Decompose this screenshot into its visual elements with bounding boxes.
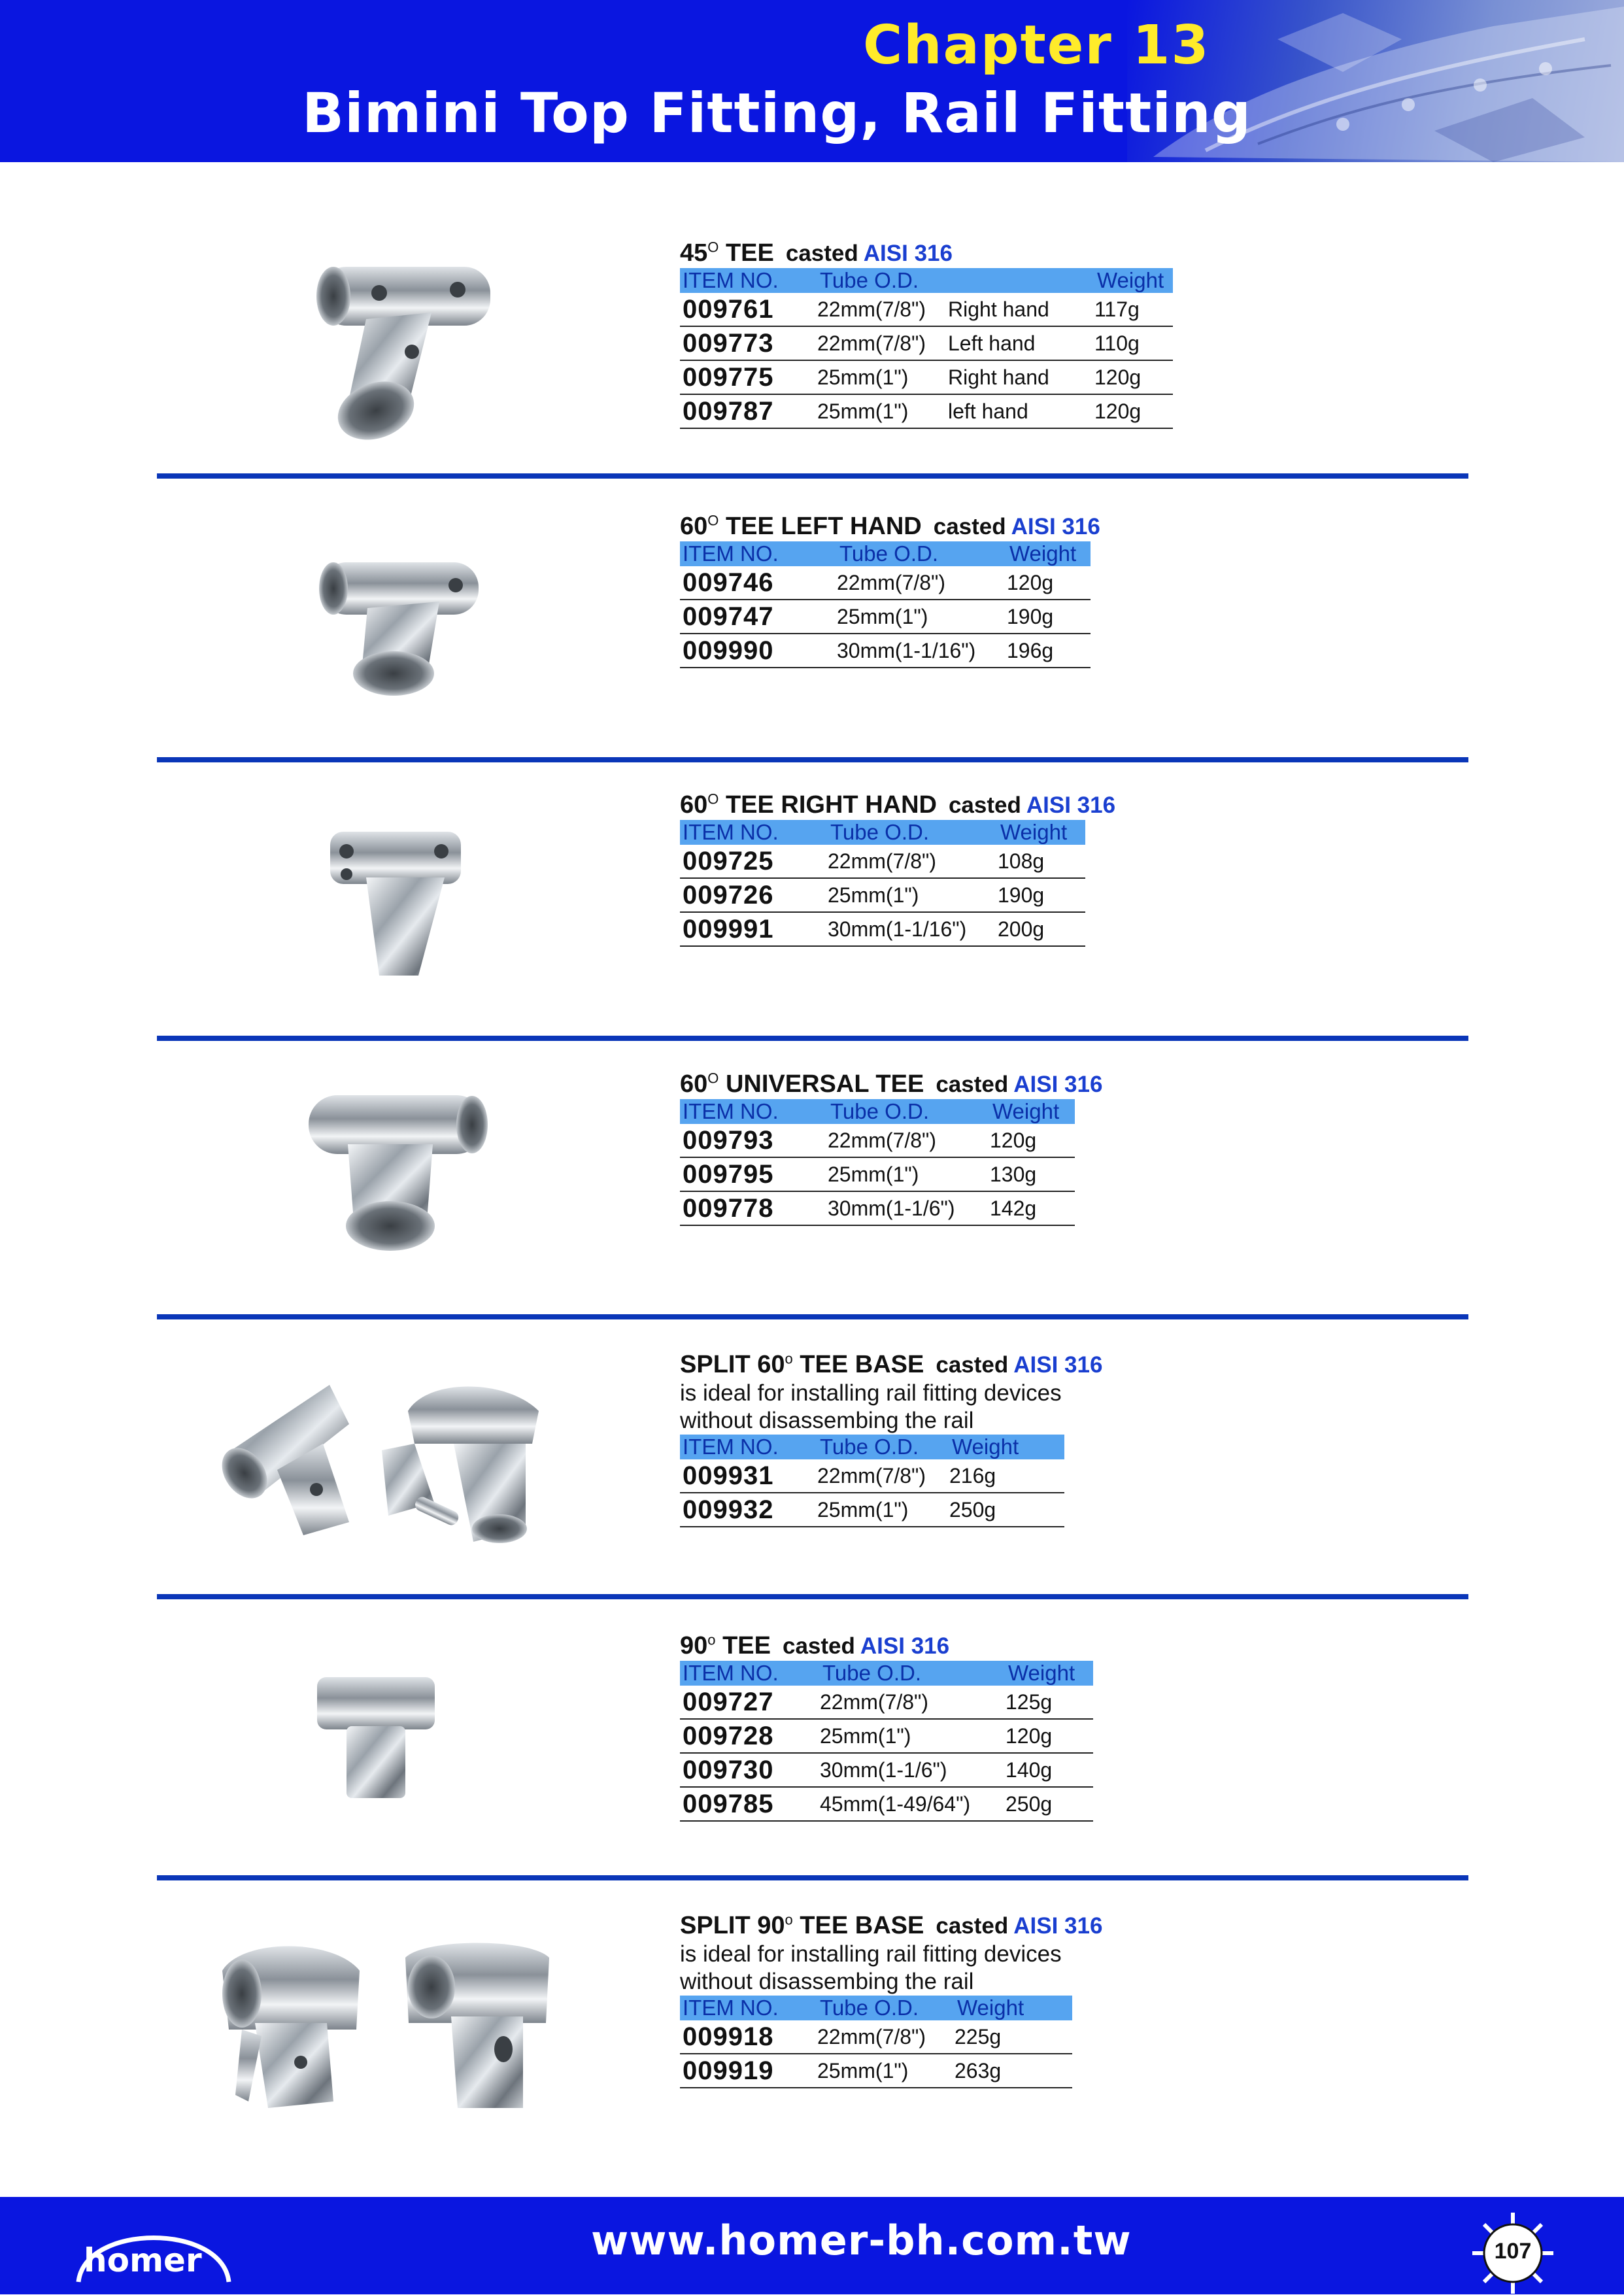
60-universal-tee-image	[302, 1085, 492, 1255]
product-description: is ideal for installing rail fitting devices	[680, 1941, 1062, 1967]
table-row: 009727 22mm(7/8") 125g	[680, 1686, 1093, 1719]
product-title: $45^O$ TEE casted AISI 316	[680, 239, 953, 267]
product-description: without disassembing the rail	[680, 1969, 974, 1994]
table-row: 009793 22mm(7/8") 120g	[680, 1124, 1075, 1157]
spec-table: ITEM NO. Tube O.D. Weight 009727 22mm(7/8") 125g 009728 25mm(1") 120g 009730 30mm(1-1/6") 140g 009785 45mm(1-49/64") 250g	[680, 1661, 1093, 1822]
table-row: 009725 22mm(7/8") 108g	[680, 845, 1085, 878]
chapter-title: Bimini Top Fitting, Rail Fitting	[302, 81, 1251, 145]
table-row: 009795 25mm(1") 130g	[680, 1157, 1075, 1191]
chapter-header	[0, 0, 1624, 162]
table-row: 009787 25mm(1") left hand 120g	[680, 394, 1173, 428]
90-tee-image	[314, 1674, 438, 1805]
spec-table: ITEM NO. Tube O.D. Weight 009918 22mm(7/8") 225g 009919 25mm(1") 263g	[680, 1996, 1072, 2088]
page-number: 107	[1494, 2239, 1532, 2264]
section-divider	[157, 1875, 1468, 1880]
table-row: 009990 30mm(1-1/16") 196g	[680, 634, 1091, 668]
table-row: 009761 22mm(7/8") Right hand 117g	[680, 293, 1173, 326]
product-60-tee-left-hand	[680, 511, 1100, 668]
product-60-tee-right-hand	[680, 790, 1115, 947]
logo-text: homer	[84, 2241, 202, 2279]
table-row: 009778 30mm(1-1/6") 142g	[680, 1191, 1075, 1225]
table-row: 009932 25mm(1") 250g	[680, 1493, 1064, 1527]
product-60-universal-tee	[680, 1069, 1102, 1226]
table-row: 009730 30mm(1-1/6") 140g	[680, 1753, 1093, 1787]
spec-table: ITEM NO. Tube O.D. Weight 009931 22mm(7/8") 216g 009932 25mm(1") 250g	[680, 1435, 1064, 1527]
product-title: $60^O$ UNIVERSAL TEE casted AISI 316	[680, 1070, 1103, 1098]
table-row: 009919 25mm(1") 263g	[680, 2054, 1072, 2088]
table-row: 009918 22mm(7/8") 225g	[680, 2020, 1072, 2054]
website-url[interactable]: www.homer-bh.com.tw	[591, 2217, 1132, 2264]
product-description: without disassembing the rail	[680, 1408, 974, 1433]
table-row: 009775 25mm(1") Right hand 120g	[680, 360, 1173, 394]
product-title: $60^O$ TEE LEFT HAND casted AISI 316	[680, 512, 1100, 540]
table-row: 009991 30mm(1-1/16") 200g	[680, 912, 1085, 946]
table-row: 009747 25mm(1") 190g	[680, 600, 1091, 634]
product-title: SPLIT 90$^o$ TEE BASE casted AISI 316	[680, 1911, 1103, 1939]
section-divider	[157, 1314, 1468, 1319]
table-row: 009728 25mm(1") 120g	[680, 1719, 1093, 1753]
spec-table: ITEM NO. Tube O.D. Weight 009725 22mm(7/8") 108g 009726 25mm(1") 190g 009991 30mm(1-1/16") 200g	[680, 820, 1085, 947]
section-divider	[157, 1594, 1468, 1599]
table-row: 009785 45mm(1-49/64") 250g	[680, 1787, 1093, 1821]
product-split-60-tee-base	[680, 1350, 1102, 1527]
section-divider	[157, 757, 1468, 762]
split-60-tee-base-image	[218, 1372, 558, 1555]
section-divider	[157, 473, 1468, 479]
product-title: $60^O$ TEE RIGHT HAND casted AISI 316	[680, 790, 1116, 819]
product-description: is ideal for installing rail fitting devices	[680, 1380, 1062, 1406]
product-split-90-tee-base	[680, 1911, 1102, 2088]
split-90-tee-base-image	[216, 1931, 569, 2121]
60-tee-left-hand-image	[315, 549, 485, 700]
product-title: SPLIT 60$^o$ TEE BASE casted AISI 316	[680, 1350, 1103, 1378]
section-divider	[157, 1036, 1468, 1041]
60-tee-right-hand-image	[327, 825, 464, 989]
table-row: 009931 22mm(7/8") 216g	[680, 1459, 1064, 1493]
spec-table: ITEM NO. Tube O.D. Weight 009793 22mm(7/8") 120g 009795 25mm(1") 130g 009778 30mm(1-1/6") 142g	[680, 1099, 1075, 1226]
table-row: 009726 25mm(1") 190g	[680, 878, 1085, 912]
spec-table: ITEM NO. Tube O.D. Weight 009761 22mm(7/8") Right hand 117g 009773 22mm(7/8") Left hand 110g 009775 25mm(1") Right hand 120g 009787 25mm(1") left hand 120g	[680, 268, 1173, 429]
product-title: 90$^o$ TEE casted AISI 316	[680, 1631, 950, 1659]
45-tee-image	[307, 254, 503, 450]
chapter-number: Chapter 13	[863, 14, 1210, 76]
product-45-tee	[680, 238, 1173, 429]
table-row: 009773 22mm(7/8") Left hand 110g	[680, 326, 1173, 360]
page-footer	[0, 2197, 1624, 2294]
spec-table: ITEM NO. Tube O.D. Weight 009746 22mm(7/8") 120g 009747 25mm(1") 190g 009990 30mm(1-1/16") 196g	[680, 541, 1091, 668]
product-90-tee	[680, 1631, 1093, 1822]
table-row: 009746 22mm(7/8") 120g	[680, 566, 1091, 600]
